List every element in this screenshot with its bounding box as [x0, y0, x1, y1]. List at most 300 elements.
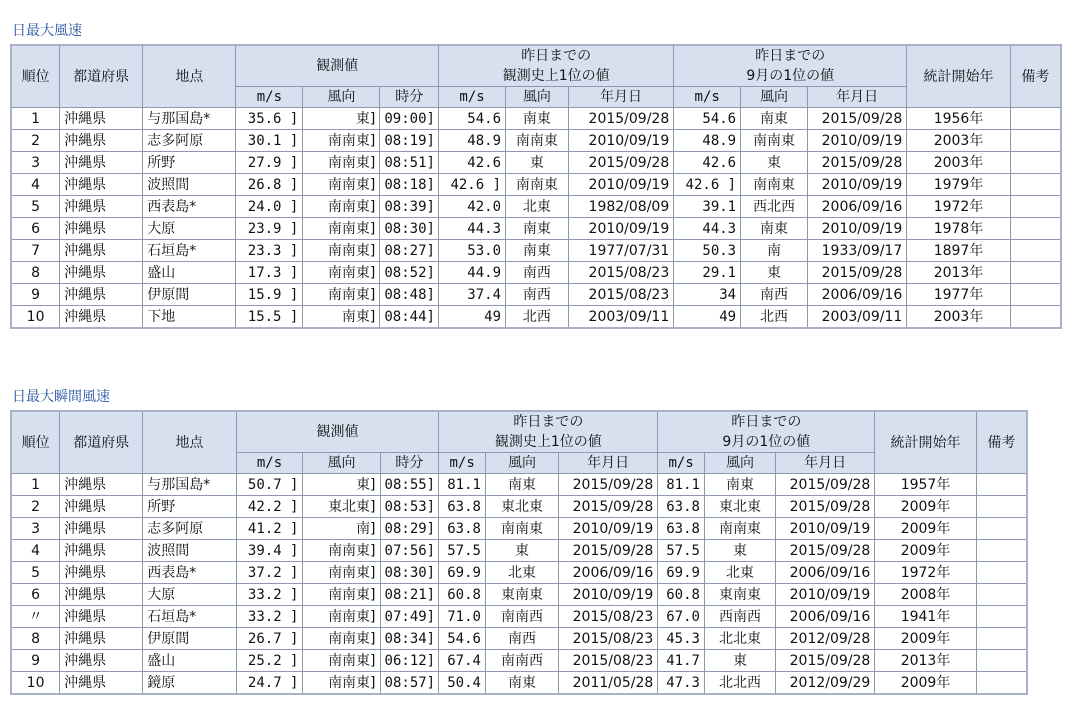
cell-record-month-ms: 39.1	[674, 196, 741, 218]
cell-observed-direction: 南南東]	[303, 540, 380, 562]
cell-observed-time: 08:53]	[380, 496, 439, 518]
subheader-date: 年月日	[807, 87, 906, 108]
cell-record-history-ms: 44.3	[439, 218, 506, 240]
cell-record-history-direction: 南南西	[485, 606, 558, 628]
cell-record-month-ms: 69.9	[658, 562, 705, 584]
cell-remarks	[976, 672, 1027, 695]
cell-prefecture: 沖縄県	[60, 152, 143, 174]
cell-remarks	[976, 496, 1027, 518]
table-row	[11, 262, 1061, 284]
cell-remarks	[976, 628, 1027, 650]
cell-record-history-date: 2010/09/19	[568, 130, 673, 152]
cell-rank: 1	[11, 474, 60, 496]
cell-record-month-date: 2010/09/19	[775, 518, 874, 540]
table-row	[11, 496, 1027, 518]
cell-point: 志多阿原	[143, 518, 236, 540]
cell-record-month-direction: 西北西	[741, 196, 808, 218]
cell-record-month-direction: 東	[741, 152, 808, 174]
cell-observed-time: 08:57]	[380, 672, 439, 695]
cell-record-history-date: 2015/09/28	[558, 496, 657, 518]
cell-record-month-date: 2015/09/28	[775, 540, 874, 562]
cell-record-history-date: 2015/08/23	[558, 606, 657, 628]
subheader-ms: m/s	[236, 453, 303, 474]
cell-observed-time: 08:27]	[380, 240, 439, 262]
cell-observed-direction: 南南東]	[303, 130, 380, 152]
cell-point: 石垣島*	[143, 606, 236, 628]
header-rank: 順位	[11, 411, 60, 474]
cell-record-month-direction: 南南東	[741, 174, 808, 196]
cell-record-month-date: 2010/09/19	[807, 130, 906, 152]
cell-record-history-date: 2015/08/23	[558, 650, 657, 672]
cell-record-history-date: 2015/08/23	[568, 284, 673, 306]
cell-remarks	[1010, 262, 1061, 284]
cell-record-month-direction: 西南西	[704, 606, 775, 628]
cell-record-month-ms: 29.1	[674, 262, 741, 284]
cell-remarks	[1010, 108, 1061, 130]
cell-observed-time: 08:48]	[380, 284, 439, 306]
header-observed: 観測値	[236, 411, 439, 453]
cell-record-history-direction: 東	[506, 152, 569, 174]
cell-prefecture: 沖縄県	[60, 584, 143, 606]
cell-point: 下地	[143, 306, 236, 329]
cell-start-year: 2013年	[875, 650, 976, 672]
table-row	[11, 562, 1027, 584]
header-point: 地点	[143, 411, 236, 474]
cell-prefecture: 沖縄県	[60, 108, 143, 130]
section-title-max-gust: 日最大瞬間風速	[12, 389, 110, 405]
cell-remarks	[976, 474, 1027, 496]
cell-remarks	[976, 584, 1027, 606]
cell-point: 伊原間	[143, 628, 236, 650]
table-row	[11, 584, 1027, 606]
cell-record-month-direction: 東	[741, 262, 808, 284]
cell-record-month-ms: 54.6	[674, 108, 741, 130]
cell-record-month-ms: 60.8	[658, 584, 705, 606]
cell-rank: 5	[11, 562, 60, 584]
cell-observed-time: 08:34]	[380, 628, 439, 650]
cell-record-month-ms: 81.1	[658, 474, 705, 496]
cell-rank: 1	[11, 108, 60, 130]
cell-record-history-direction: 南東	[485, 672, 558, 695]
cell-point: 志多阿原	[143, 130, 236, 152]
cell-observed-time: 08:18]	[380, 174, 439, 196]
subheader-ms: m/s	[236, 87, 303, 108]
cell-prefecture: 沖縄県	[60, 262, 143, 284]
cell-record-month-direction: 南東	[704, 474, 775, 496]
cell-point: 鏡原	[143, 672, 236, 695]
cell-point: 石垣島*	[143, 240, 236, 262]
table-row	[11, 650, 1027, 672]
subheader-direction: 風向	[303, 453, 380, 474]
cell-rank: 10	[11, 672, 60, 695]
header-record-month-line2: 9月の1位の値	[722, 434, 811, 450]
cell-prefecture: 沖縄県	[60, 174, 143, 196]
table-row	[11, 474, 1027, 496]
cell-record-month-direction: 南南東	[741, 130, 808, 152]
cell-record-month-date: 2006/09/16	[775, 562, 874, 584]
cell-record-month-direction: 北東	[704, 562, 775, 584]
cell-start-year: 1941年	[875, 606, 976, 628]
cell-remarks	[1010, 130, 1061, 152]
cell-record-history-direction: 南東	[485, 474, 558, 496]
cell-observed-ms: 26.7 ]	[236, 628, 303, 650]
cell-record-history-direction: 北東	[506, 196, 569, 218]
cell-prefecture: 沖縄県	[60, 474, 143, 496]
cell-observed-time: 06:12]	[380, 650, 439, 672]
header-record-month-line1: 昨日までの	[731, 414, 802, 430]
cell-record-history-date: 1982/08/09	[568, 196, 673, 218]
cell-record-history-date: 2015/08/23	[558, 628, 657, 650]
cell-prefecture: 沖縄県	[60, 218, 143, 240]
cell-observed-ms: 23.3 ]	[236, 240, 303, 262]
cell-record-history-ms: 50.4	[439, 672, 486, 695]
cell-record-history-date: 2015/09/28	[568, 108, 673, 130]
cell-record-history-direction: 東	[485, 540, 558, 562]
header-record-history-line1: 昨日までの	[513, 414, 584, 430]
subheader-ms: m/s	[658, 453, 705, 474]
header-record-history-line2: 観測史上1位の値	[502, 68, 610, 84]
cell-observed-direction: 南南東]	[303, 584, 380, 606]
cell-remarks	[1010, 240, 1061, 262]
cell-observed-time: 08:52]	[380, 262, 439, 284]
cell-observed-direction: 南南東]	[303, 650, 380, 672]
cell-observed-time: 07:49]	[380, 606, 439, 628]
cell-record-history-date: 2015/08/23	[568, 262, 673, 284]
cell-rank: 6	[11, 218, 60, 240]
subheader-ms: m/s	[674, 87, 741, 108]
cell-observed-ms: 39.4 ]	[236, 540, 303, 562]
cell-observed-ms: 17.3 ]	[236, 262, 303, 284]
cell-point: 大原	[143, 584, 236, 606]
cell-record-history-ms: 60.8	[439, 584, 486, 606]
cell-observed-time: 09:00]	[380, 108, 439, 130]
cell-record-history-direction: 南南西	[485, 650, 558, 672]
cell-remarks	[976, 562, 1027, 584]
cell-point: 西表島*	[143, 196, 236, 218]
cell-record-month-ms: 63.8	[658, 496, 705, 518]
cell-record-history-ms: 44.9	[439, 262, 506, 284]
cell-record-history-date: 2010/09/19	[558, 584, 657, 606]
cell-prefecture: 沖縄県	[60, 628, 143, 650]
cell-remarks	[1010, 218, 1061, 240]
header-point: 地点	[143, 45, 236, 108]
cell-remarks	[1010, 152, 1061, 174]
cell-remarks	[976, 650, 1027, 672]
cell-observed-direction: 南]	[303, 518, 380, 540]
cell-record-month-date: 2010/09/19	[775, 584, 874, 606]
cell-rank: 9	[11, 650, 60, 672]
cell-observed-time: 08:21]	[380, 584, 439, 606]
cell-record-history-direction: 南東	[506, 240, 569, 262]
max-wind-table	[10, 44, 1062, 329]
cell-prefecture: 沖縄県	[60, 672, 143, 695]
cell-prefecture: 沖縄県	[60, 306, 143, 329]
cell-record-month-ms: 50.3	[674, 240, 741, 262]
cell-record-history-date: 2003/09/11	[568, 306, 673, 329]
cell-start-year: 1956年	[907, 108, 1010, 130]
cell-record-history-direction: 東北東	[485, 496, 558, 518]
cell-start-year: 1977年	[907, 284, 1010, 306]
table-row	[11, 540, 1027, 562]
cell-record-month-ms: 47.3	[658, 672, 705, 695]
cell-start-year: 2009年	[875, 540, 976, 562]
cell-start-year: 2008年	[875, 584, 976, 606]
cell-start-year: 2013年	[907, 262, 1010, 284]
max-gust-table	[10, 410, 1028, 695]
cell-record-month-ms: 57.5	[658, 540, 705, 562]
header-record-history-line2: 観測史上1位の値	[494, 434, 602, 450]
cell-prefecture: 沖縄県	[60, 496, 143, 518]
cell-record-month-ms: 49	[674, 306, 741, 329]
cell-observed-time: 08:19]	[380, 130, 439, 152]
cell-start-year: 2003年	[907, 306, 1010, 329]
cell-record-history-direction: 南南東	[506, 174, 569, 196]
cell-record-history-date: 2010/09/19	[558, 518, 657, 540]
cell-start-year: 1972年	[875, 562, 976, 584]
cell-prefecture: 沖縄県	[60, 606, 143, 628]
header-record-month-line2: 9月の1位の値	[746, 68, 835, 84]
cell-rank: 〃	[11, 606, 60, 628]
cell-point: 盛山	[143, 650, 236, 672]
cell-rank: 3	[11, 152, 60, 174]
cell-record-history-direction: 南西	[506, 262, 569, 284]
subheader-date: 年月日	[558, 453, 657, 474]
table-row	[11, 306, 1061, 329]
header-record-month-line1: 昨日までの	[755, 48, 826, 64]
cell-rank: 8	[11, 628, 60, 650]
cell-record-month-ms: 42.6	[674, 152, 741, 174]
subheader-direction: 風向	[704, 453, 775, 474]
cell-observed-direction: 南南東]	[303, 628, 380, 650]
cell-rank: 2	[11, 130, 60, 152]
table-row	[11, 152, 1061, 174]
cell-record-month-ms: 41.7	[658, 650, 705, 672]
cell-start-year: 1978年	[907, 218, 1010, 240]
cell-prefecture: 沖縄県	[60, 518, 143, 540]
cell-rank: 6	[11, 584, 60, 606]
cell-rank: 4	[11, 174, 60, 196]
cell-rank: 9	[11, 284, 60, 306]
cell-rank: 4	[11, 540, 60, 562]
cell-record-month-direction: 北北東	[704, 628, 775, 650]
cell-record-history-direction: 南西	[485, 628, 558, 650]
cell-record-history-date: 2006/09/16	[558, 562, 657, 584]
cell-record-month-date: 2015/09/28	[807, 108, 906, 130]
cell-record-month-direction: 南東	[741, 108, 808, 130]
cell-prefecture: 沖縄県	[60, 196, 143, 218]
subheader-ms: m/s	[439, 453, 486, 474]
cell-observed-direction: 南南東]	[303, 196, 380, 218]
subheader-ms: m/s	[439, 87, 506, 108]
cell-observed-ms: 15.5 ]	[236, 306, 303, 329]
cell-rank: 7	[11, 240, 60, 262]
cell-record-month-ms: 44.3	[674, 218, 741, 240]
header-record-history-line1: 昨日までの	[521, 48, 592, 64]
cell-observed-ms: 27.9 ]	[236, 152, 303, 174]
cell-observed-ms: 41.2 ]	[236, 518, 303, 540]
cell-record-month-date: 2015/09/28	[807, 152, 906, 174]
cell-observed-time: 08:29]	[380, 518, 439, 540]
cell-record-history-ms: 42.0	[439, 196, 506, 218]
table-row	[11, 240, 1061, 262]
cell-point: 所野	[143, 496, 236, 518]
cell-record-month-direction: 南西	[741, 284, 808, 306]
cell-observed-direction: 南南東]	[303, 672, 380, 695]
cell-record-history-ms: 48.9	[439, 130, 506, 152]
cell-record-month-date: 2006/09/16	[807, 284, 906, 306]
cell-record-month-date: 2006/09/16	[775, 606, 874, 628]
cell-record-month-date: 2010/09/19	[807, 174, 906, 196]
cell-observed-direction: 東北東]	[303, 496, 380, 518]
cell-record-month-ms: 48.9	[674, 130, 741, 152]
cell-remarks	[1010, 174, 1061, 196]
cell-record-history-ms: 57.5	[439, 540, 486, 562]
cell-rank: 10	[11, 306, 60, 329]
subheader-time: 時分	[380, 87, 439, 108]
cell-prefecture: 沖縄県	[60, 562, 143, 584]
table-row	[11, 284, 1061, 306]
cell-remarks	[976, 606, 1027, 628]
cell-rank: 5	[11, 196, 60, 218]
cell-observed-direction: 南東]	[303, 306, 380, 329]
cell-record-month-date: 2015/09/28	[775, 474, 874, 496]
cell-record-history-ms: 54.6	[439, 108, 506, 130]
cell-record-month-direction: 東	[704, 540, 775, 562]
cell-prefecture: 沖縄県	[60, 650, 143, 672]
subheader-direction: 風向	[741, 87, 808, 108]
cell-record-history-ms: 63.8	[439, 518, 486, 540]
subheader-date: 年月日	[775, 453, 874, 474]
section-title-max-wind: 日最大風速	[12, 23, 82, 39]
cell-record-history-date: 2015/09/28	[558, 474, 657, 496]
cell-point: 西表島*	[143, 562, 236, 584]
cell-point: 波照間	[143, 174, 236, 196]
cell-rank: 2	[11, 496, 60, 518]
table-row	[11, 196, 1061, 218]
table-row	[11, 218, 1061, 240]
cell-record-history-date: 2010/09/19	[568, 174, 673, 196]
cell-start-year: 2009年	[875, 672, 976, 695]
cell-prefecture: 沖縄県	[60, 540, 143, 562]
cell-start-year: 2009年	[875, 518, 976, 540]
cell-record-month-ms: 45.3	[658, 628, 705, 650]
cell-record-month-date: 2006/09/16	[807, 196, 906, 218]
cell-observed-direction: 南南東]	[303, 562, 380, 584]
cell-record-history-ms: 42.6 ]	[439, 174, 506, 196]
cell-record-month-date: 1933/09/17	[807, 240, 906, 262]
cell-record-history-date: 2010/09/19	[568, 218, 673, 240]
cell-observed-time: 08:55]	[380, 474, 439, 496]
cell-record-month-direction: 東北東	[704, 496, 775, 518]
cell-observed-direction: 南南東]	[303, 152, 380, 174]
cell-observed-ms: 33.2 ]	[236, 584, 303, 606]
cell-observed-direction: 南南東]	[303, 240, 380, 262]
cell-observed-ms: 25.2 ]	[236, 650, 303, 672]
cell-remarks	[1010, 196, 1061, 218]
table-row	[11, 174, 1061, 196]
cell-point: 盛山	[143, 262, 236, 284]
cell-record-month-date: 2012/09/28	[775, 628, 874, 650]
cell-record-history-ms: 49	[439, 306, 506, 329]
cell-record-month-ms: 67.0	[658, 606, 705, 628]
cell-record-history-date: 2011/05/28	[558, 672, 657, 695]
cell-observed-direction: 東]	[303, 474, 380, 496]
header-record-history	[439, 45, 674, 87]
cell-observed-ms: 37.2 ]	[236, 562, 303, 584]
cell-observed-ms: 30.1 ]	[236, 130, 303, 152]
subheader-date: 年月日	[568, 87, 673, 108]
cell-point: 所野	[143, 152, 236, 174]
cell-observed-direction: 南南東]	[303, 262, 380, 284]
cell-remarks	[976, 540, 1027, 562]
cell-start-year: 1897年	[907, 240, 1010, 262]
cell-observed-time: 08:39]	[380, 196, 439, 218]
cell-observed-ms: 33.2 ]	[236, 606, 303, 628]
subheader-direction: 風向	[303, 87, 380, 108]
cell-start-year: 2003年	[907, 130, 1010, 152]
table-row	[11, 628, 1027, 650]
cell-start-year: 1972年	[907, 196, 1010, 218]
header-record-month	[658, 411, 875, 453]
cell-record-month-direction: 東	[704, 650, 775, 672]
cell-rank: 8	[11, 262, 60, 284]
header-remarks: 備考	[976, 411, 1027, 474]
cell-point: 大原	[143, 218, 236, 240]
cell-record-history-ms: 81.1	[439, 474, 486, 496]
cell-record-history-date: 2015/09/28	[558, 540, 657, 562]
cell-record-month-date: 2015/09/28	[775, 496, 874, 518]
table-row	[11, 108, 1061, 130]
header-observed: 観測値	[236, 45, 439, 87]
cell-observed-ms: 23.9 ]	[236, 218, 303, 240]
cell-point: 与那国島*	[143, 108, 236, 130]
table-row	[11, 672, 1027, 695]
cell-observed-time: 08:30]	[380, 562, 439, 584]
subheader-time: 時分	[380, 453, 439, 474]
cell-record-history-ms: 53.0	[439, 240, 506, 262]
cell-record-month-ms: 42.6 ]	[674, 174, 741, 196]
cell-record-history-direction: 南西	[506, 284, 569, 306]
cell-observed-ms: 26.8 ]	[236, 174, 303, 196]
cell-observed-direction: 南南東]	[303, 606, 380, 628]
cell-observed-ms: 42.2 ]	[236, 496, 303, 518]
cell-record-month-date: 2003/09/11	[807, 306, 906, 329]
cell-observed-ms: 50.7 ]	[236, 474, 303, 496]
header-start-year: 統計開始年	[875, 411, 976, 474]
header-start-year: 統計開始年	[907, 45, 1010, 108]
cell-observed-direction: 南南東]	[303, 218, 380, 240]
cell-record-history-ms: 37.4	[439, 284, 506, 306]
cell-observed-ms: 35.6 ]	[236, 108, 303, 130]
cell-remarks	[976, 518, 1027, 540]
cell-record-month-date: 2015/09/28	[775, 650, 874, 672]
cell-observed-time: 08:30]	[380, 218, 439, 240]
cell-observed-time: 08:51]	[380, 152, 439, 174]
cell-observed-time: 07:56]	[380, 540, 439, 562]
subheader-direction: 風向	[485, 453, 558, 474]
cell-record-history-direction: 南南東	[485, 518, 558, 540]
subheader-direction: 風向	[506, 87, 569, 108]
table-row	[11, 606, 1027, 628]
cell-record-history-date: 1977/07/31	[568, 240, 673, 262]
cell-record-month-direction: 南	[741, 240, 808, 262]
table-row	[11, 130, 1061, 152]
cell-record-month-direction: 東南東	[704, 584, 775, 606]
cell-point: 与那国島*	[143, 474, 236, 496]
cell-observed-ms: 15.9 ]	[236, 284, 303, 306]
cell-observed-ms: 24.7 ]	[236, 672, 303, 695]
cell-observed-time: 08:44]	[380, 306, 439, 329]
